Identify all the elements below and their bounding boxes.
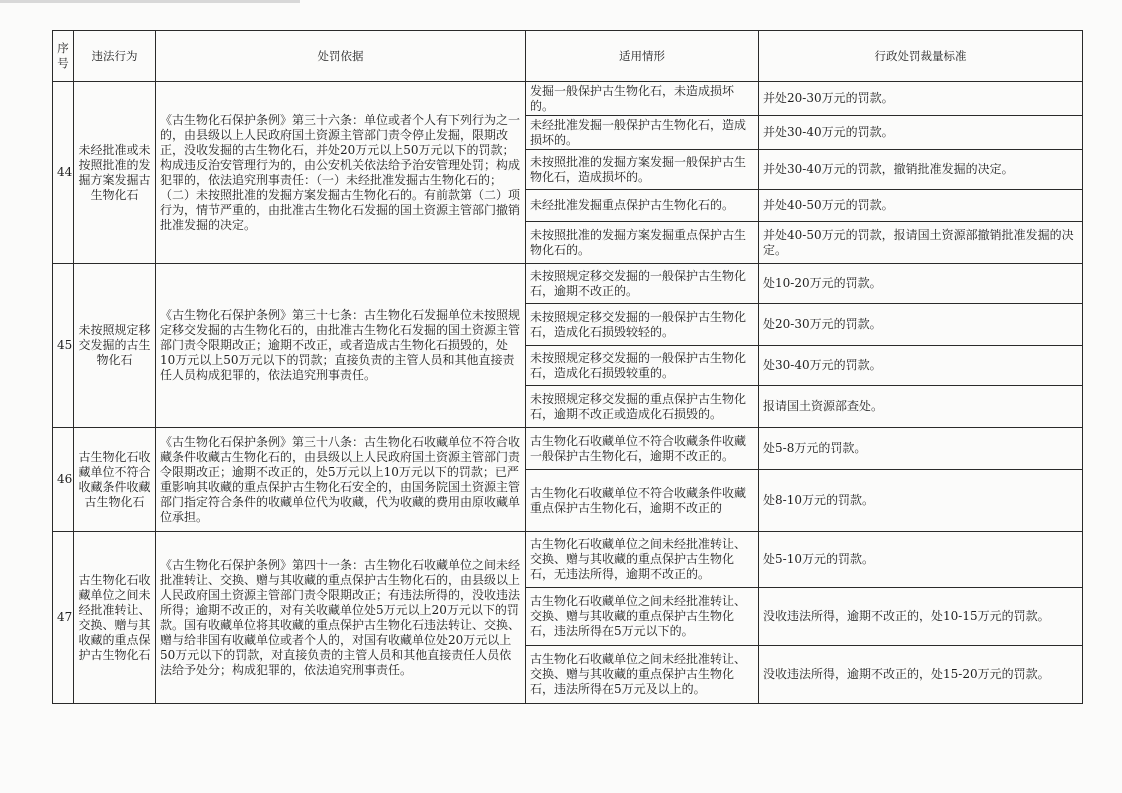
row-number: 44 (53, 82, 74, 264)
penalty-basis: 《古生物化石保护条例》第三十六条：单位或者个人有下列行为之一的，由县级以上人民政府国土资源主管部门责令停止发掘，限期改正，没收发掘的古生物化石，并处20万元以上50万元以下的罚款；构成违反治安管理行为的，由公安机关依法给予治安管理处罚；构成犯罪的，依法追究刑事责任：（一）未经批准发掘古生物化石的；（二）未按照批准的发掘方案发掘古生物化石的。有前款第（二）项行为，情节严重的，由批准古生物化石发掘的国土资源主管部门撤销批准发掘的决定。 (156, 82, 526, 264)
standard-cell: 处5-10万元的罚款。 (759, 532, 1083, 588)
header-act: 违法行为 (74, 31, 156, 82)
standard-cell: 并处20-30万元的罚款。 (759, 82, 1083, 116)
violation-act: 未经批准或未按照批准的发掘方案发掘古生物化石 (74, 82, 156, 264)
scan-edge (0, 0, 300, 3)
header-row (53, 31, 1083, 82)
situation-cell: 未经批准发掘重点保护古生物化石的。 (526, 190, 759, 222)
situation-cell: 未按照规定移交发掘的一般保护古生物化石，造成化石损毁较轻的。 (526, 304, 759, 346)
situation-cell: 未按照规定移交发掘的一般保护古生物化石，造成化石损毁较重的。 (526, 346, 759, 386)
row-number: 46 (53, 428, 74, 532)
row-number: 47 (53, 532, 74, 704)
standard-cell: 没收违法所得，逾期不改正的，处10-15万元的罚款。 (759, 588, 1083, 646)
standard-cell: 并处30-40万元的罚款。 (759, 116, 1083, 150)
standard-cell: 处8-10万元的罚款。 (759, 470, 1083, 532)
situation-cell: 古生物化石收藏单位之间未经批准转让、交换、赠与其收藏的重点保护古生物化石，无违法所得，逾期不改正的。 (526, 532, 759, 588)
standard-cell: 并处40-50万元的罚款，报请国土资源部撤销批准发掘的决定。 (759, 222, 1083, 264)
situation-cell: 古生物化石收藏单位不符合收藏条件收藏重点保护古生物化石，逾期不改正的 (526, 470, 759, 532)
header-situation: 适用情形 (526, 31, 759, 82)
violation-act: 古生物化石收藏单位之间未经批准转让、交换、赠与其收藏的重点保护古生物化石 (74, 532, 156, 704)
table-row (53, 82, 1083, 116)
situation-cell: 未按照规定移交发掘的一般保护古生物化石，逾期不改正的。 (526, 264, 759, 304)
penalty-basis: 《古生物化石保护条例》第三十八条：古生物化石收藏单位不符合收藏条件收藏古生物化石的，由县级以上人民政府国土资源主管部门责令限期改正；逾期不改正的，处5万元以上10万元以下的罚款；已严重影响其收藏的重点保护古生物化石安全的，由国务院国土资源主管部门指定符合条件的收藏单位代为收藏，代为收藏的费用由原收藏单位承担。 (156, 428, 526, 532)
header-no: 序号 (53, 31, 74, 82)
row-number: 45 (53, 264, 74, 428)
header-standard: 行政处罚裁量标准 (759, 31, 1083, 82)
situation-cell: 古生物化石收藏单位不符合收藏条件收藏一般保护古生物化石，逾期不改正的。 (526, 428, 759, 470)
situation-cell: 未经批准发掘一般保护古生物化石，造成损坏的。 (526, 116, 759, 150)
violation-act: 未按照规定移交发掘的古生物化石 (74, 264, 156, 428)
situation-cell: 未按照批准的发掘方案发掘一般保护古生物化石，造成损坏的。 (526, 150, 759, 190)
header-basis: 处罚依据 (156, 31, 526, 82)
penalty-basis: 《古生物化石保护条例》第三十七条：古生物化石发掘单位未按照规定移交发掘的古生物化石的，由批准古生物化石发掘的国土资源主管部门责令限期改正；逾期不改正，或者造成古生物化石损毁的，处10万元以上50万元以下的罚款；直接负责的主管人员和其他直接责任人员构成犯罪的，依法追究刑事责任。 (156, 264, 526, 428)
violation-act: 古生物化石收藏单位不符合收藏条件收藏古生物化石 (74, 428, 156, 532)
standard-cell: 处30-40万元的罚款。 (759, 346, 1083, 386)
situation-cell: 未按照批准的发掘方案发掘重点保护古生物化石的。 (526, 222, 759, 264)
standard-cell: 并处40-50万元的罚款。 (759, 190, 1083, 222)
table-row (53, 428, 1083, 470)
situation-cell: 古生物化石收藏单位之间未经批准转让、交换、赠与其收藏的重点保护古生物化石，违法所得在5万元及以上的。 (526, 646, 759, 704)
table-row (53, 532, 1083, 588)
standard-cell: 报请国土资源部查处。 (759, 386, 1083, 428)
standard-cell: 没收违法所得，逾期不改正的，处15-20万元的罚款。 (759, 646, 1083, 704)
situation-cell: 发掘一般保护古生物化石，未造成损坏的。 (526, 82, 759, 116)
situation-cell: 未按照规定移交发掘的重点保护古生物化石，逾期不改正或造成化石损毁的。 (526, 386, 759, 428)
standard-cell: 处10-20万元的罚款。 (759, 264, 1083, 304)
situation-cell: 古生物化石收藏单位之间未经批准转让、交换、赠与其收藏的重点保护古生物化石，违法所得在5万元以下的。 (526, 588, 759, 646)
penalty-basis: 《古生物化石保护条例》第四十一条：古生物化石收藏单位之间未经批准转让、交换、赠与其收藏的重点保护古生物化石的，由县级以上人民政府国土资源主管部门责令限期改正；有违法所得的，没收违法所得；逾期不改正的，对有关收藏单位处5万元以上20万元以下的罚款。国有收藏单位将其收藏的重点保护古生物化石违法转让、交换、赠与给非国有收藏单位或者个人的，对国有收藏单位处20万元以上50万元以下的罚款，对直接负责的主管人员和其他直接责任人员依法给予处分；构成犯罪的，依法追究刑事责任。 (156, 532, 526, 704)
standard-cell: 并处30-40万元的罚款，撤销批准发掘的决定。 (759, 150, 1083, 190)
penalty-table (52, 30, 1083, 704)
table-row (53, 264, 1083, 304)
standard-cell: 处5-8万元的罚款。 (759, 428, 1083, 470)
standard-cell: 处20-30万元的罚款。 (759, 304, 1083, 346)
